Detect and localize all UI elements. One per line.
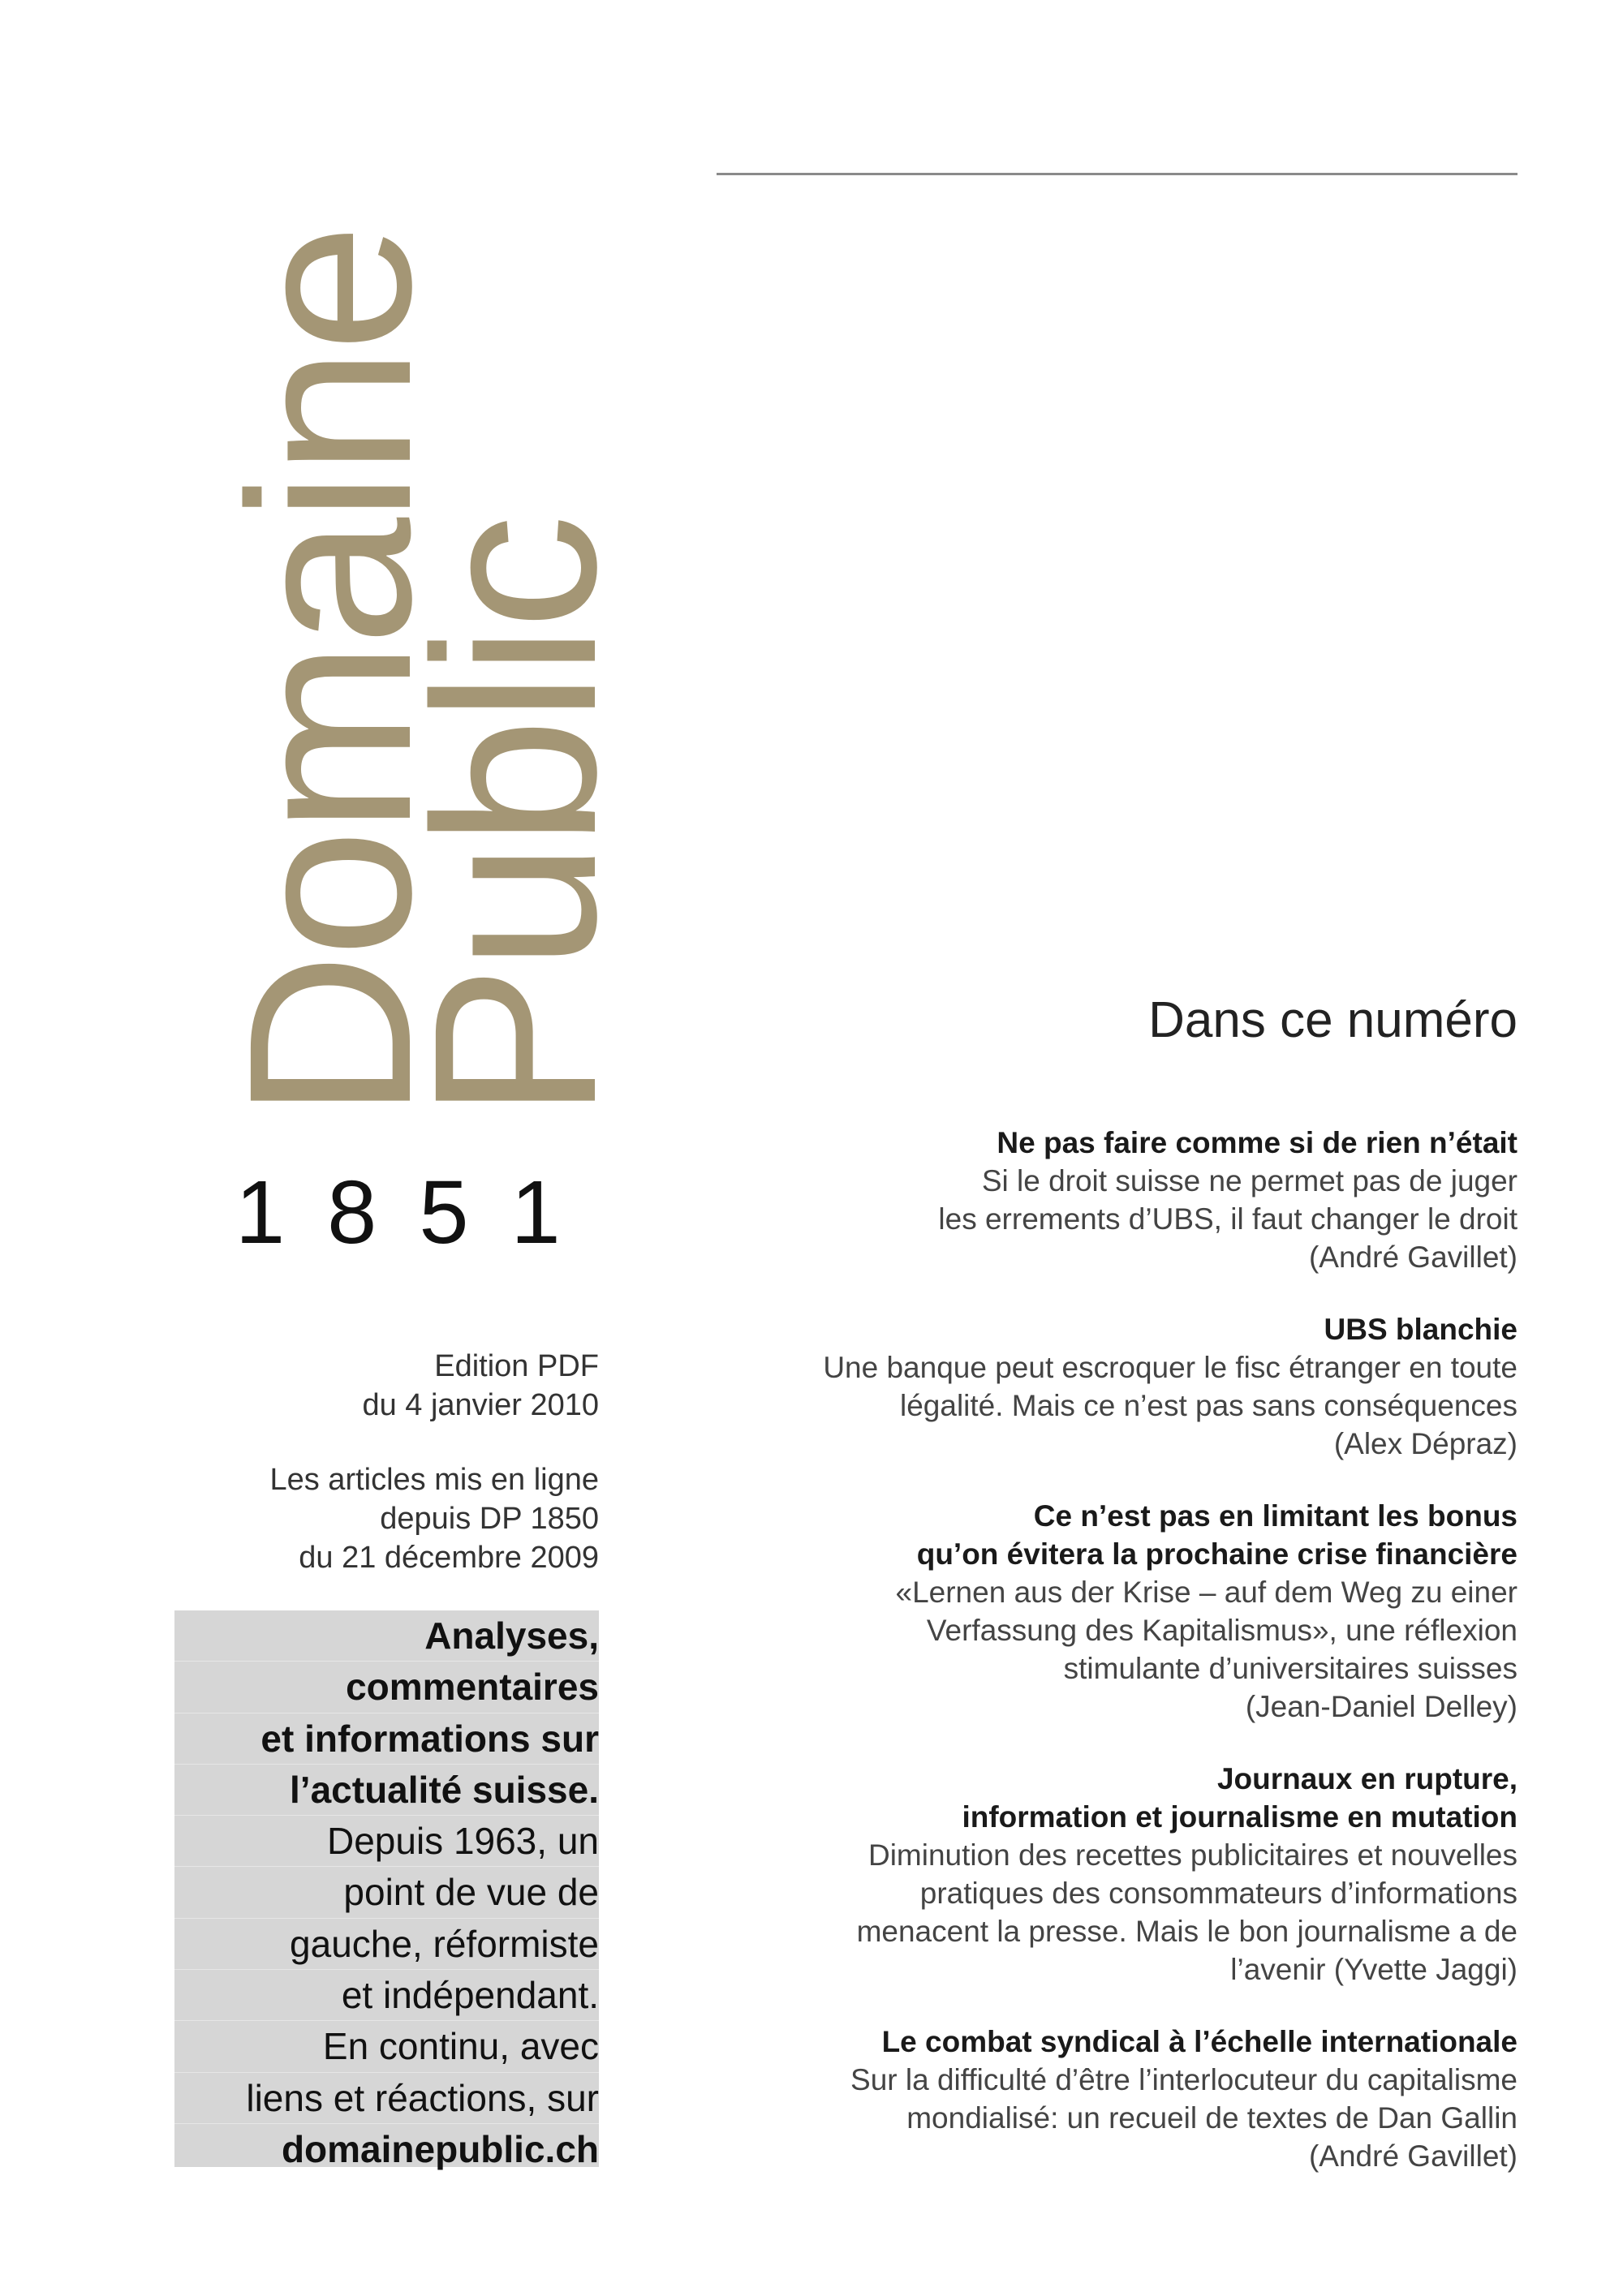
table-of-contents: [706, 1124, 1518, 2209]
article-summary-line: mondialisé: un recueil de textes de Dan Gallin: [906, 2101, 1518, 2135]
promo-line: Depuis 1963, un: [174, 1816, 599, 1867]
promo-line: gauche, réformiste: [174, 1919, 599, 1970]
toc-article[interactable]: [706, 2023, 1518, 2175]
article-summary-line: menacent la presse. Mais le bon journalisme a de: [856, 1915, 1518, 1948]
toc-article[interactable]: [706, 1760, 1518, 1989]
article-summary-line: Verfassung des Kapitalismus», une réflexion: [926, 1614, 1518, 1647]
article-headline[interactable]: Ce n’est pas en limitant les bonus: [1033, 1499, 1518, 1533]
masthead-line-2: Public: [386, 518, 644, 1120]
website-link[interactable]: domainepublic.ch: [281, 2127, 599, 2170]
article-summary-line: pratiques des consommateurs d’informations: [919, 1877, 1518, 1910]
article-summary-line: stimulante d’universitaires suisses: [1063, 1652, 1518, 1685]
article-summary-line: Si le droit suisse ne permet pas de juger: [981, 1164, 1518, 1197]
toc-title: Dans ce numéro: [1148, 992, 1518, 1048]
article-author: l’avenir (Yvette Jaggi): [1230, 1953, 1518, 1986]
promo-box: [174, 1610, 599, 2170]
article-summary-line: Une banque peut escroquer le fisc étranger en toute: [823, 1351, 1518, 1384]
article-author: (André Gavillet): [1308, 1240, 1518, 1274]
article-author: (Alex Dépraz): [1333, 1427, 1518, 1460]
article-headline[interactable]: Journaux en rupture,: [1216, 1762, 1518, 1795]
since-line-3: du 21 décembre 2009: [299, 1541, 599, 1575]
edition-info: [362, 1347, 599, 1425]
article-author: (André Gavillet): [1308, 2139, 1518, 2173]
promo-line: point de vue de: [174, 1867, 599, 1918]
masthead-logo: [201, 162, 644, 1120]
promo-bold-line: commentaires: [174, 1662, 599, 1713]
masthead-line-1: Domaine: [201, 228, 459, 1120]
article-summary-line: «Lernen aus der Krise – auf dem Weg zu einer: [895, 1576, 1518, 1609]
top-rule: [717, 173, 1518, 175]
since-line-1: Les articles mis en ligne: [269, 1463, 599, 1497]
issue-number: 1851: [235, 1163, 603, 1262]
article-summary-line: Sur la difficulté d’être l’interlocuteur du capitalisme: [850, 2063, 1518, 2096]
toc-article[interactable]: [706, 1310, 1518, 1463]
article-headline[interactable]: Ne pas faire comme si de rien n’était: [997, 1126, 1518, 1159]
edition-label: Edition PDF: [434, 1349, 599, 1383]
article-summary-line: Diminution des recettes publicitaires et nouvelles: [867, 1838, 1518, 1872]
promo-bold-line: Analyses,: [174, 1610, 599, 1662]
toc-article[interactable]: [706, 1124, 1518, 1276]
promo-bold-line: l’actualité suisse.: [174, 1765, 599, 1816]
article-headline[interactable]: Le combat syndical à l’échelle internationale: [881, 2025, 1518, 2058]
article-author: (Jean-Daniel Delley): [1245, 1690, 1518, 1723]
since-line-2: depuis DP 1850: [380, 1502, 599, 1536]
promo-bold-line: et informations sur: [174, 1713, 599, 1765]
article-summary-line: légalité. Mais ce n’est pas sans conséquences: [900, 1389, 1518, 1422]
articles-since-info: [269, 1460, 599, 1577]
article-headline[interactable]: qu’on évitera la prochaine crise financière: [916, 1537, 1518, 1571]
article-summary-line: les errements d’UBS, il faut changer le droit: [938, 1202, 1518, 1236]
promo-line: liens et réactions, sur: [174, 2073, 599, 2124]
promo-line: et indépendant.: [174, 1970, 599, 2021]
toc-article[interactable]: [706, 1497, 1518, 1726]
edition-date: du 4 janvier 2010: [362, 1388, 599, 1422]
article-headline[interactable]: UBS blanchie: [1324, 1313, 1518, 1346]
promo-line: En continu, avec: [174, 2021, 599, 2072]
article-headline[interactable]: information et journalisme en mutation: [962, 1800, 1518, 1834]
